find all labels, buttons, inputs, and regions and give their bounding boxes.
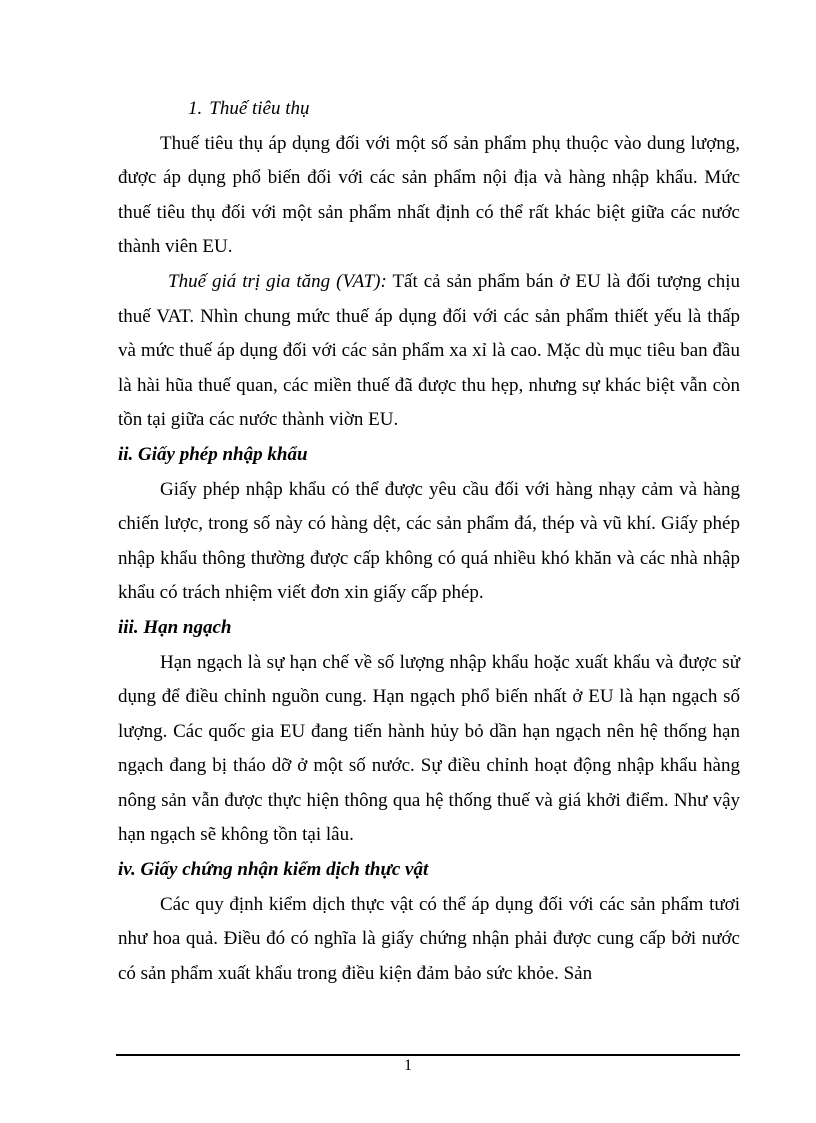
section-3-heading: iii. Hạn ngạch [118, 616, 232, 638]
section-4-paragraph: Các quy định kiểm dịch thực vật có thể áp dụng đối với các sản phẩm tươi như hoa quả. Điều đó có nghĩa là giấy chứng nhận phải được cung cấp bởi nước có sản phẩm xuất khẩu trong điều kiện đảm bảo sức khỏe. Sản [118, 893, 740, 984]
section-1-title-text: Thuế tiêu thụ [209, 98, 310, 119]
section-3-paragraph: Hạn ngạch là sự hạn chế về số lượng nhập khẩu hoặc xuất khẩu và được sử dụng để điều chỉnh nguồn cung. Hạn ngạch phổ biến nhất ở EU là hạn ngạch số lượng. Các quốc gia EU đang tiến hành hủy bỏ dần hạn ngạch nên hệ thống hạn ngạch đang bị tháo dỡ ở một số nước. Sự điều chỉnh hoạt động nhập khẩu hàng nông sản vẫn được thực hiện thông qua hệ thống thuế và giá khởi điểm. Như vậy hạn ngạch sẽ không tồn tại lâu. [118, 651, 740, 846]
vat-text: Tất cả sản phẩm bán ở EU là đối tượng chịu thuế VAT. Nhìn chung mức thuế áp dụng đối với các sản phẩm thiết yếu là thấp và mức thuế áp dụng đối với các sản phẩm xa xỉ là cao. Mặc dù mục tiêu ban đầu là hài hũa thuế quan, các miền thuế đã được thu hẹp, nhưng sự khác biệt vẫn còn tồn tại giữa các nước thành viờn EU. [118, 270, 741, 431]
section-1-paragraph: Thuế tiêu thụ áp dụng đối với một số sản phẩm phụ thuộc vào dung lượng, được áp dụng phổ biến đối với các sản phẩm nội địa và hàng nhập khẩu. Mức thuế tiêu thụ đối với một sản phẩm nhất định có thể rất khác biệt giữa các nước thành viên EU. [118, 132, 740, 258]
page-content [118, 92, 740, 991]
section-2-heading: ii. Giấy phép nhập khẩu [118, 443, 308, 465]
section-2-paragraph: Giấy phép nhập khẩu có thể được yêu cầu đối với hàng nhạy cảm và hàng chiến lược, trong số này có hàng dệt, các sản phẩm đá, thép và vũ khí. Giấy phép nhập khẩu thông thường được cấp không có quá nhiều khó khăn và các nhà nhập khẩu có trách nhiệm viết đơn xin giấy cấp phép. [118, 478, 740, 604]
section-1-number: 1. [188, 98, 203, 119]
footer-divider [116, 1054, 740, 1056]
section-1-title [118, 92, 740, 127]
page-number: 1 [404, 1057, 412, 1074]
section-1-vat-paragraph [118, 265, 740, 438]
section-4-heading: iv. Giấy chứng nhận kiểm dịch thực vật [118, 859, 429, 881]
vat-lead-label: Thuế giá trị gia tăng (VAT): [168, 270, 387, 292]
